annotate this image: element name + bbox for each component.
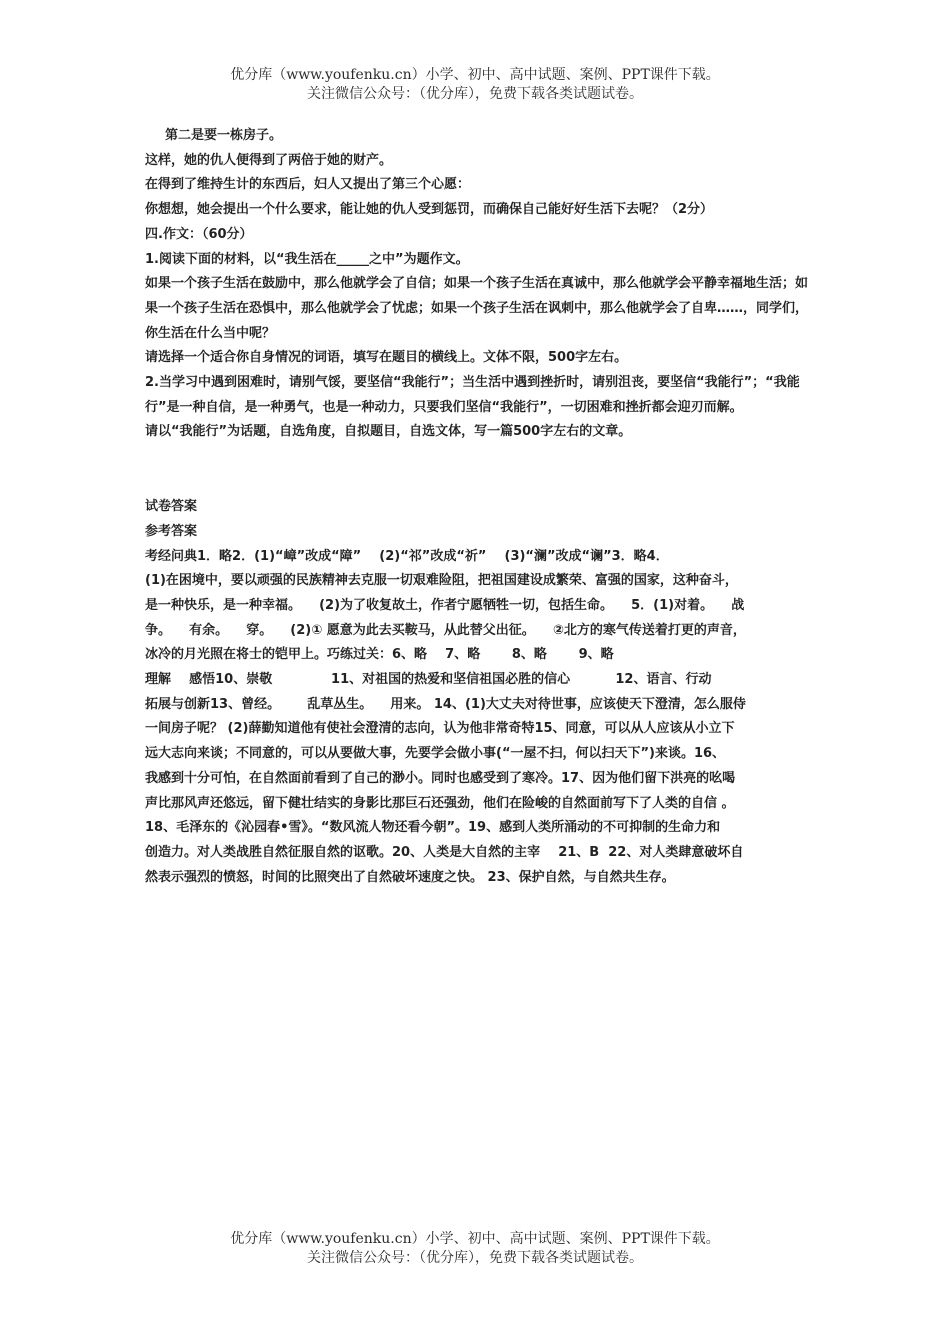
answer-line: 冰冷的月光照在将士的铠甲上。巧练过关：6、略 7、略 8、略 9、略	[145, 647, 614, 663]
essay-prompt-2: 2.当学习中遇到困难时，请别气馁，要坚信“我能行”；当生活中遇到挫折时，请别沮丧，要坚信“我能行”；“我能行”是一种自信，是一种勇气，也是一种动力，只要我们坚信“我能行”，一切困难和挫折都会迎刃而解。	[145, 375, 800, 415]
question: 你想想，她会提出一个什么要求，能让她的仇人受到惩罚，而确保自己能好好生活下去呢？（2分）	[145, 202, 714, 218]
answer-line: 考经问典1．略2．(1)“嶂”改成“障” (2)“祁”改成“祈” (3)“澜”改成“谰”3．略4．	[145, 548, 669, 564]
answer-line: 创造力。对人类战胜自然征服自然的讴歌。20、人类是大自然的主宰 21、B 22、对人类肆意破坏自	[145, 844, 744, 860]
answer-line: 远大志向来谈；不同意的，可以从要做大事，先要学会做小事(“一屋不扫，何以扫天下”)来谈。16、	[145, 746, 726, 762]
answer-line: 争。 有余。 穿。 (2)① 愿意为此去买鞍马，从此替父出征。 ②北方的寒气传送着打更的声音，	[145, 622, 746, 638]
footer-line-2: 关注微信公众号：（优分库），免费下载各类试题试卷。	[307, 1250, 643, 1266]
spacer	[145, 445, 817, 495]
answer-line: 我感到十分可怕，在自然面前看到了自己的渺小。同时也感受到了寒冷。17、因为他们留下洪亮的吆喝	[145, 770, 736, 786]
page-footer	[0, 1230, 950, 1268]
answers-subtitle: 参考答案	[145, 523, 198, 539]
paragraph: 如果一个孩子生活在鼓励中，那么他就学会了自信；如果一个孩子生活在真诚中，那么他就学会平静幸福地生活；如果一个孩子生活在恐惧中，那么他就学会了忧虑；如果一个孩子生活在讽刺中，那么他就学会了自卑……，同学们，你生活在什么当中呢？	[145, 276, 809, 341]
footer-line-1: 优分库（www.youfenku.cn）小学、初中、高中试题、案例、PPT课件下载。	[230, 1231, 720, 1247]
answer-line: 一间房子呢？ (2)薛勤知道他有使社会澄清的志向，认为他非常奇特15、同意，可以从人应该从小立下	[145, 721, 735, 737]
answer-line: 拓展与创新13、曾经。 乱草丛生。 用来。 14、(1)大丈夫对待世事，应该使天下澄清，怎么服侍	[145, 696, 746, 712]
paragraph: 第二是要一栋房子。	[165, 128, 283, 143]
answer-line: 声比那风声还悠远，留下健壮结实的身影比那巨石还强劲，他们在险峻的自然面前写下了人类的自信 。	[145, 795, 735, 811]
paragraph: 这样，她的仇人便得到了两倍于她的财产。	[145, 152, 393, 168]
answers-list	[145, 545, 817, 891]
essay-prompt-1: 1.阅读下面的材料，以“我生活在_____之中”为题作文。	[145, 251, 469, 267]
answers-title: 试卷答案	[145, 499, 198, 515]
section-heading: 四.作文：（60分）	[145, 226, 253, 242]
page-header	[0, 66, 950, 104]
answer-line: 18、毛泽东的《沁园春•雪》。“数风流人物还看今朝”。19、感到人类所涌动的不可抑制的生命力和	[145, 820, 721, 836]
answer-line: (1)在困境中，要以顽强的民族精神去克服一切艰难险阻，把祖国建设成繁荣、富强的国家，这种奋斗，	[145, 573, 738, 589]
answer-line: 是一种快乐，是一种幸福。 (2)为了收复故土，作者宁愿牺牲一切，包括生命。 5．(1)对着。 战	[145, 597, 745, 613]
document-body	[145, 124, 817, 890]
paragraph: 请选择一个适合你自身情况的词语，填写在题目的横线上。文体不限，500字左右。	[145, 350, 628, 366]
answer-line: 然表示强烈的愤怒，时间的比照突出了自然破坏速度之快。 23、保护自然，与自然共生存。	[145, 869, 675, 885]
paragraph: 请以“我能行”为话题，自选角度，自拟题目，自选文体，写一篇500字左右的文章。	[145, 424, 632, 440]
header-line-1: 优分库（www.youfenku.cn）小学、初中、高中试题、案例、PPT课件下载。	[230, 67, 720, 83]
header-line-2: 关注微信公众号：（优分库），免费下载各类试题试卷。	[307, 86, 643, 102]
paragraph: 在得到了维持生计的东西后，妇人又提出了第三个心愿：	[145, 177, 471, 193]
answer-line: 理解 感悟10、崇敬 11、对祖国的热爱和坚信祖国必胜的信心 12、语言、行动	[145, 672, 712, 688]
